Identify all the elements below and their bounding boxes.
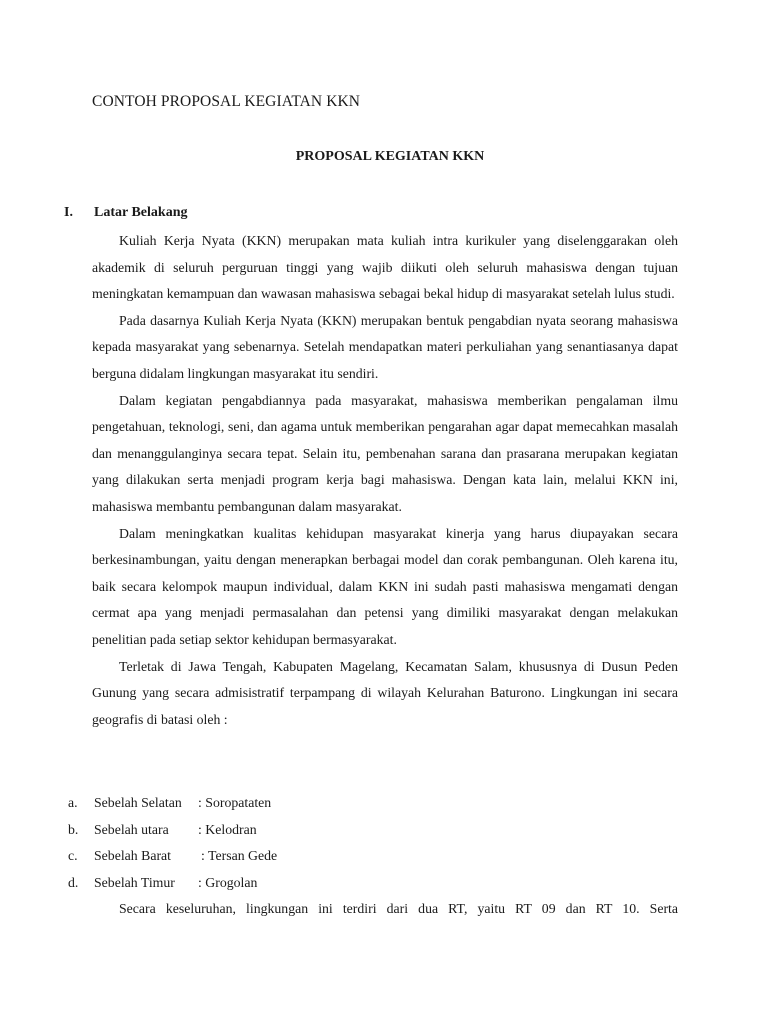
list-item — [0, 790, 768, 817]
list-letter: b. — [68, 821, 79, 837]
list-direction: Sebelah Selatan — [94, 795, 182, 810]
border-list — [0, 790, 768, 896]
list-direction: Sebelah Barat — [94, 848, 172, 864]
list-direction: Sebelah Timur — [94, 874, 175, 890]
paragraph: Secara keseluruhan, lingkungan ini terdiri dari dua RT, yaitu RT 09 dan RT 10. Serta — [119, 901, 678, 916]
list-value: : Kelodran — [198, 821, 257, 837]
heading-text: Latar Belakang — [94, 205, 188, 220]
paragraph: Terletak di Jawa Tengah, Kabupaten Magelang, Kecamatan Salam, khususnya di Dusun Peden Gunung yang secara admisistratif terpampang di wilayah Kelurahan Baturono. Lingkungan ini secara geografis di batasi oleh : — [92, 658, 678, 727]
list-letter: c. — [68, 848, 78, 864]
list-letter: a. — [68, 795, 78, 810]
list-letter: d. — [68, 874, 79, 890]
document-title: CONTOH PROPOSAL KEGIATAN KKN — [92, 93, 361, 110]
list-value: : Grogolan — [198, 874, 258, 890]
paragraph: Dalam kegiatan pengabdiannya pada masyarakat, mahasiswa memberikan pengalaman ilmu pengetahuan, teknologi, seni, dan agama untuk memberikan pengarahan agar dapat memecahkan masalah dan menanggulanginya secara tepat. Selain itu, pembenahan sarana dan prasarana merupakan kegiatan yang dilakukan serta menjadi program kerja bagi mahasiswa. Dengan kata lain, melalui KKN ini, mahasiswa membantu pembangunan dalam masyarakat. — [92, 392, 678, 514]
list-item — [0, 843, 768, 870]
list-value: : Tersan Gede — [201, 848, 278, 864]
section-title: PROPOSAL KEGIATAN KKN — [295, 149, 485, 164]
heading-number: I. — [64, 205, 73, 220]
continued-paragraph — [92, 896, 678, 923]
list-item — [0, 817, 768, 844]
list-direction: Sebelah utara — [94, 821, 169, 837]
list-item — [0, 870, 768, 897]
body-text — [92, 228, 678, 733]
paragraph: Dalam meningkatkan kualitas kehidupan masyarakat kinerja yang harus diupayakan secara berkesinambungan, yaitu dengan menerapkan berbagai model dan corak pembangunan. Oleh karena itu, baik secara kelompok maupun individual, dalam KKN ini sudah pasti mahasiswa mengamati dengan cermat apa yang menjadi permasalahan dan petensi yang dimiliki masyarakat dengan melakukan penelitian pada setiap sektor kehidupan bermasyarakat. — [92, 525, 678, 647]
paragraph: Pada dasarnya Kuliah Kerja Nyata (KKN) merupakan bentuk pengabdian nyata seorang mahasiswa kepada masyarakat yang sebenarnya. Setelah mendapatkan materi perkuliahan yang senantiasanya dapat berguna didalam lingkungan masyarakat itu sendiri. — [92, 312, 678, 381]
paragraph: Kuliah Kerja Nyata (KKN) merupakan mata kuliah intra kurikuler yang diselenggarakan oleh akademik di seluruh perguruan tinggi yang wajib diikuti oleh seluruh mahasiswa dengan tujuan meningkatan kemampuan dan wawasan mahasiswa sebagai bekal hidup di masyarakat setelah lulus studi. — [92, 233, 678, 302]
list-value: : Soropataten — [198, 795, 272, 810]
